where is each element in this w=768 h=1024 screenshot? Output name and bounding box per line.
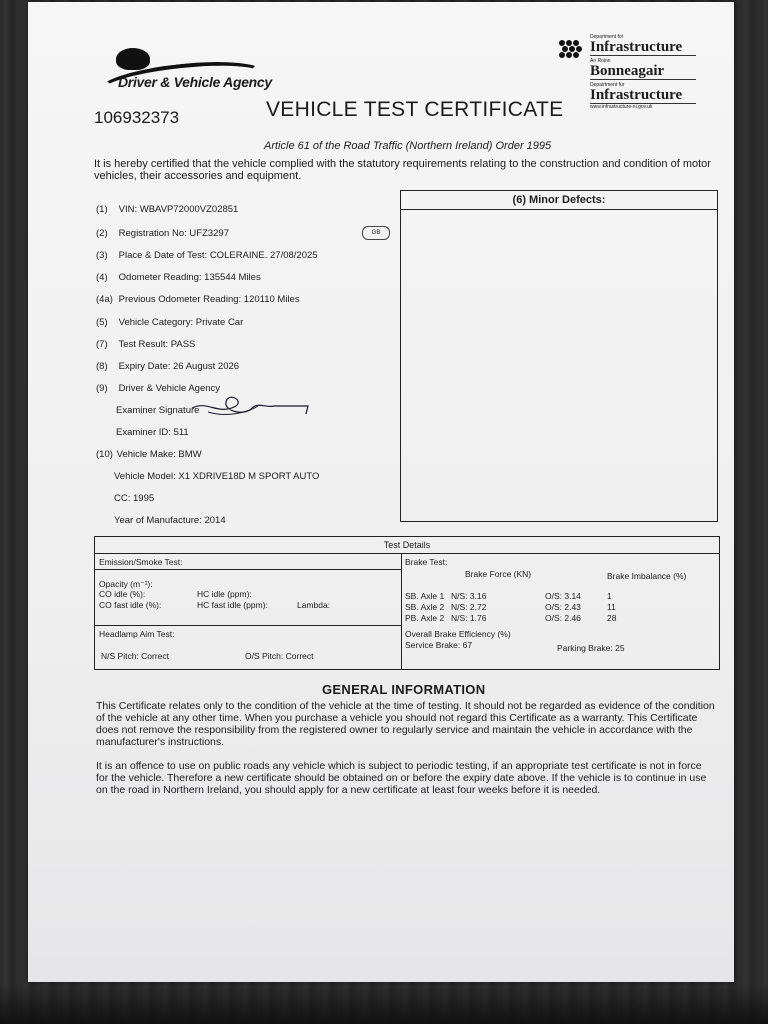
field-vehicle-make: (10) Vehicle Make: BMW xyxy=(96,449,202,460)
dept-line-big: Infrastructure xyxy=(590,88,696,104)
co-idle-label: CO idle (%): xyxy=(99,589,146,599)
field-previous-odometer: (4a) Previous Odometer Reading: 120110 Miles xyxy=(96,294,300,305)
brake-imbalance: 1 xyxy=(607,591,612,601)
hc-fast-label: HC fast idle (ppm): xyxy=(197,600,268,610)
dept-line-big: Bonneagair xyxy=(590,64,696,80)
hc-idle-label: HC idle (ppm): xyxy=(197,589,252,599)
brake-os: O/S: 2.46 xyxy=(545,613,581,623)
examiner-signature-image xyxy=(188,386,312,426)
field-odometer: (4) Odometer Reading: 135544 Miles xyxy=(96,272,261,283)
field-place-date: (3) Place & Date of Test: COLERAINE. 27/08/2025 xyxy=(96,250,318,261)
certification-statement: It is hereby certified that the vehicle complied with the statutory requirements relating to the construction and condition of motor vehicles, their accessories and equipment. xyxy=(94,158,711,182)
brake-os: O/S: 2.43 xyxy=(545,602,581,612)
field-vin: (1) VIN: WBAVP72000VZ02851 xyxy=(96,204,239,215)
photo-shadow xyxy=(0,984,768,1024)
certificate-page xyxy=(28,2,734,982)
field-year: Year of Manufacture: 2014 xyxy=(114,515,226,526)
general-info-paragraph: This Certificate relates only to the condition of the vehicle at the time of testing. It should not be regarded as evidence of the condition of the vehicle at any other time. When you purchase a vehicle you should not regard this Certificate as a warranty. This Certificate does not remove the responsibility from the registered owner to regularly service and maintain the vehicle in accordance with the manufacturer's instructions. xyxy=(96,700,715,748)
gb-badge: GB xyxy=(362,226,390,240)
brake-ns: N/S: 2.72 xyxy=(451,602,487,612)
field-expiry-date: (8) Expiry Date: 26 August 2026 xyxy=(96,361,240,372)
brake-title: Brake Test: xyxy=(405,557,448,567)
legal-article: Article 61 of the Road Traffic (Northern Ireland) Order 1995 xyxy=(264,140,552,152)
efficiency-title: Overall Brake Efficiency (%) xyxy=(405,629,511,639)
department-crest-icon xyxy=(556,37,586,61)
field-cc: CC: 1995 xyxy=(114,493,155,504)
parking-brake: Parking Brake: 25 xyxy=(557,643,625,653)
brake-ns: N/S: 3.16 xyxy=(451,591,487,601)
service-brake: Service Brake: 67 xyxy=(405,640,473,650)
field-registration: (2) Registration No: UFZ3297 xyxy=(96,228,229,239)
brake-ns: N/S: 1.76 xyxy=(451,613,487,623)
general-info-title: GENERAL INFORMATION xyxy=(322,682,486,697)
brake-axle: SB. Axle 1 xyxy=(405,591,445,601)
field-vehicle-category: (5) Vehicle Category: Private Car xyxy=(96,317,244,328)
lambda-label: Lambda: xyxy=(297,600,331,610)
test-details-table xyxy=(94,536,720,670)
dept-line-small: Department for xyxy=(590,34,624,40)
brake-axle: PB. Axle 2 xyxy=(405,613,445,623)
brake-axle: SB. Axle 2 xyxy=(405,602,445,612)
field-vehicle-model: Vehicle Model: X1 XDRIVE18D M SPORT AUTO xyxy=(114,471,320,482)
dva-logo-icon xyxy=(116,48,150,70)
brake-imbalance: 11 xyxy=(607,602,616,612)
field-agency: (9) Driver & Vehicle Agency xyxy=(96,383,221,394)
ns-pitch: N/S Pitch: Correct xyxy=(101,651,170,661)
brake-imbalance: 28 xyxy=(607,613,617,623)
brake-imbalance-header: Brake Imbalance (%) xyxy=(607,571,687,581)
field-examiner-id: Examiner ID: 511 xyxy=(116,427,189,438)
opacity-label: Opacity (m⁻¹): xyxy=(99,579,153,589)
emission-title: Emission/Smoke Test: xyxy=(99,557,183,567)
dept-url: www.infrastructure-ni.gov.uk xyxy=(590,104,653,110)
certificate-number: 106932373 xyxy=(94,108,180,127)
general-info-paragraph: It is an offence to use on public roads any vehicle which is subject to periodic testing, if an appropriate test certificate is not in force for the vehicle. Therefore a new certificate should be obtained on or before the expiry date above. If the vehicle is to continue in use on the road in Northern Ireland, you should apply for a new certificate at least four weeks before it is needed. xyxy=(96,760,707,796)
agency-name: Driver & Vehicle Agency xyxy=(118,74,272,90)
minor-defects-box xyxy=(400,190,718,522)
dept-line-big: Infrastructure xyxy=(590,40,696,56)
minor-defects-title: (6) Minor Defects: xyxy=(401,191,717,210)
headlamp-title: Headlamp Aim Test: xyxy=(99,629,175,639)
co-fast-label: CO fast idle (%): xyxy=(99,600,162,610)
brake-force-header: Brake Force (KN) xyxy=(465,569,532,579)
test-details-title: Test Details xyxy=(95,537,719,554)
department-logo xyxy=(556,34,696,110)
field-examiner-signature: Examiner Signature xyxy=(116,405,200,416)
brake-os: O/S: 3.14 xyxy=(545,591,581,601)
os-pitch: O/S Pitch: Correct xyxy=(245,651,314,661)
dept-line-small: An Roinn xyxy=(590,58,611,64)
dept-line-small: Depairtment fur xyxy=(590,82,625,88)
field-test-result: (7) Test Result: PASS xyxy=(96,339,196,350)
page-title: VEHICLE TEST CERTIFICATE xyxy=(266,98,564,121)
